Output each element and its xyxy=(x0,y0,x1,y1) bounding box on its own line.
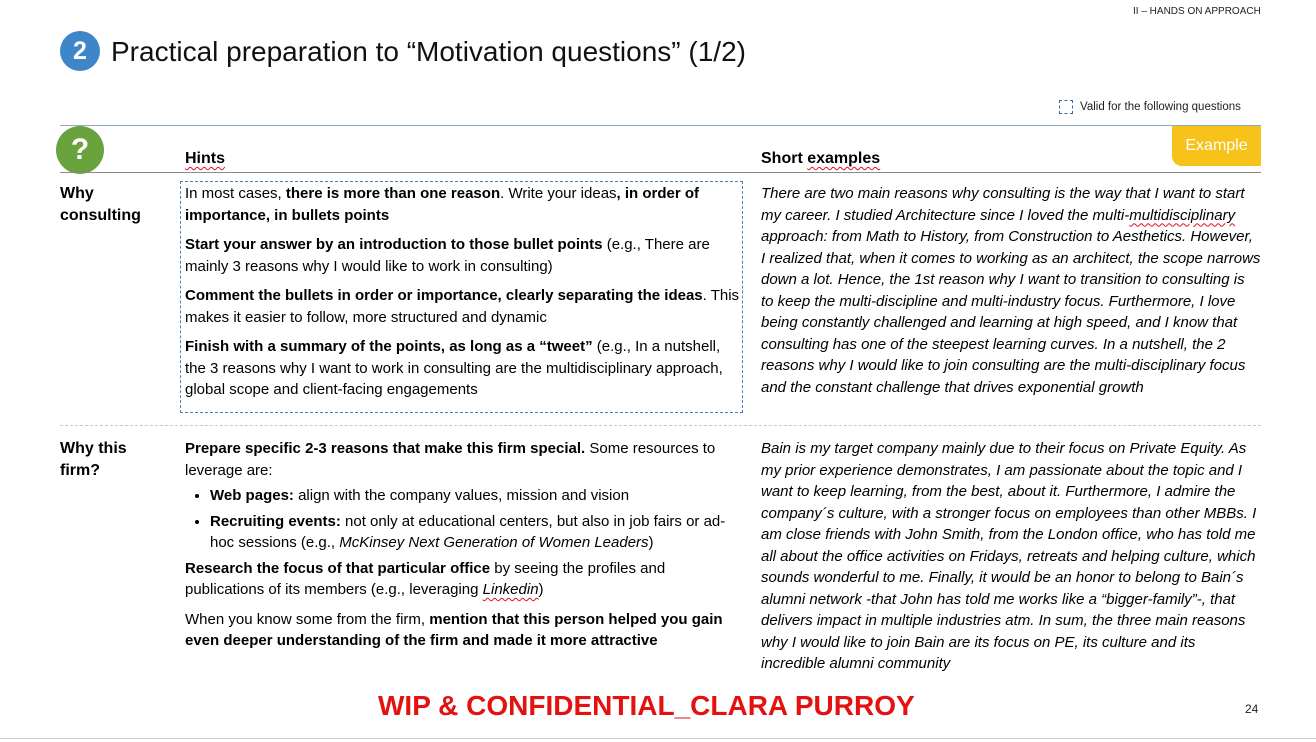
row-label-why-consulting: Why consulting xyxy=(60,185,141,224)
hint-bold: , in order of importance, in bullets points xyxy=(185,185,700,224)
example-text: approach: from Math to History, from Construction to Aesthetics. However, I realized that, when it comes to working as an architect, the scope narrows down a lot. Hence, the 1st reason why I want to transition to consulting is to keep the multi-discipline and multi-industry focus. Furthermore, I love being constantly challenged and learning at high speed, and I know that consulting has one of the steepest learning curves. In a nutshell, the 2 reasons why I would like to join consulting are the multi-disciplinary focus and the constant challenge that drives exponential growth xyxy=(761,228,1261,396)
hints-why-consulting xyxy=(185,183,740,409)
example-why-consulting xyxy=(761,183,1261,398)
hints-header-text: Hints xyxy=(185,150,225,167)
hint-text: . This makes it easier to follow, more structured and dynamic xyxy=(185,287,740,326)
hint-text: by seeing the profiles and publications of its members (e.g., leveraging xyxy=(185,559,666,598)
bullet-italic: McKinsey Next Generation of Women Leaders xyxy=(339,534,649,551)
hint-bold: Comment the bullets in order or importance, clearly separating the ideas xyxy=(185,287,703,304)
bullet-text: not only at educational centers, but also in job fairs or ad-hoc sessions (e.g., xyxy=(210,512,726,551)
hint-item xyxy=(185,183,740,226)
examples-header-word: examples xyxy=(807,150,881,167)
hint-item xyxy=(185,438,743,481)
hint-item xyxy=(185,285,740,328)
examples-column-header xyxy=(761,150,880,168)
bullet-bold: Recruiting events: xyxy=(210,512,341,530)
hint-text: In most cases, xyxy=(185,185,286,202)
hint-item xyxy=(185,336,740,401)
hint-bold: Research the focus of that particular office xyxy=(185,559,491,577)
example-tag: Example xyxy=(1172,126,1261,166)
hint-item xyxy=(185,234,740,277)
example-why-this-firm: Bain is my target company mainly due to their focus on Private Equity. As my prior experience demonstrates, I am passionate about the topic and I want to keep learning, from the best, about it. Furthermore, I admire the company´s culture, with a stronger focus on employees than other MBBs. I am close friends with John Smith, from the London office, who has told me all about the office activities on Fridays, retreats and helping culture, which sounds wonderful to me. Finally, it would be an honor to belong to Bain´s alumni network -that John has told me works like a “bigger-family”-, that delivers impact in multiple industries atm. In sum, the three main reasons why I would like to join Bain are its focus on PE, its culture and its incredible alumni community xyxy=(761,440,1257,672)
page-title: Practical preparation to “Motivation questions” (1/2) xyxy=(111,36,746,67)
top-divider xyxy=(60,125,1261,126)
question-mark-icon: ? xyxy=(56,126,104,174)
page-number: 24 xyxy=(1245,702,1259,716)
hint-text: Some resources to leverage are: xyxy=(185,440,716,479)
hint-text: ) xyxy=(538,581,544,598)
row-divider xyxy=(60,425,1261,426)
hint-text: . Write your ideas xyxy=(500,185,617,202)
confidential-watermark: WIP & CONFIDENTIAL_CLARA PURROY xyxy=(378,690,915,721)
example-text: There are two main reasons why consulting is the way that I want to start my career. I studied Architecture since I loved the multi- xyxy=(761,185,1245,224)
bullet-bold: Web pages: xyxy=(210,487,294,504)
hint-item xyxy=(185,609,743,652)
legend-text: Valid for the following questions xyxy=(1080,101,1241,113)
header-divider xyxy=(60,172,1261,173)
hints-column-header xyxy=(185,150,225,168)
bullet-text: align with the company values, mission and vision xyxy=(293,487,630,504)
examples-header-prefix: Short xyxy=(761,150,808,167)
list-item xyxy=(210,511,743,554)
hint-text: (e.g., There are mainly 3 reasons why I would like to work in consulting) xyxy=(185,236,710,275)
row-label-why-this-firm: Why this firm? xyxy=(60,440,127,479)
hints-why-this-firm xyxy=(185,438,743,660)
example-text: multidisciplinary xyxy=(1129,206,1236,224)
section-number-badge: 2 xyxy=(60,31,100,71)
bottom-divider xyxy=(0,738,1316,739)
hint-bold: Start your answer by an introduction to those bullet points xyxy=(185,236,603,253)
dashed-box-icon xyxy=(1059,100,1073,114)
hint-item xyxy=(185,558,743,601)
bullet-text: ) xyxy=(648,534,654,551)
hint-bold: Prepare specific 2-3 reasons that make this firm special. xyxy=(185,440,586,457)
linkedin-text: Linkedin xyxy=(482,581,539,598)
hint-text: When you know some from the firm, xyxy=(185,610,430,628)
hint-text: (e.g., In a nutshell, the 3 reasons why I want to work in consulting are the multidisciplinary approach, global scope and client-facing engagements xyxy=(185,338,723,398)
section-label: II – HANDS ON APPROACH xyxy=(1133,6,1261,17)
hint-bold: there is more than one reason xyxy=(285,185,501,202)
legend xyxy=(1059,100,1241,114)
hint-bold: Finish with a summary of the points, as long as a “tweet” xyxy=(185,338,593,355)
resource-list xyxy=(185,485,743,554)
hint-bold: mention that this person helped you gain even deeper understanding of the firm and made it more attractive xyxy=(185,610,723,649)
list-item xyxy=(210,485,743,507)
